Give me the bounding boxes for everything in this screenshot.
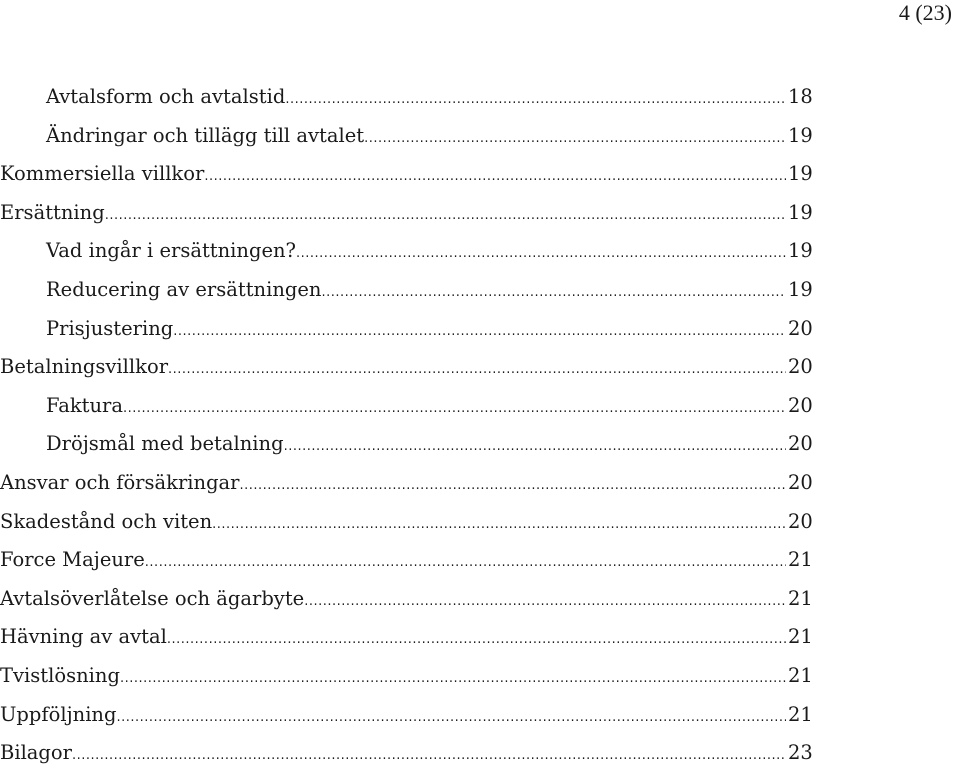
toc-entry-title[interactable]: Ersättning — [0, 200, 105, 224]
toc-entry-page[interactable]: 20 — [788, 393, 813, 417]
dot-leader — [364, 120, 786, 159]
toc-entry-title[interactable]: Tvistlösning — [0, 663, 120, 687]
toc-entry-page[interactable]: 20 — [788, 355, 813, 379]
toc-entry-title[interactable]: Reducering av ersättningen — [46, 277, 322, 301]
toc-entry-page[interactable]: 23 — [788, 741, 813, 765]
toc-entry-page[interactable]: 20 — [788, 432, 813, 456]
toc-entry-title[interactable]: Vad ingår i ersättningen? — [46, 239, 297, 263]
toc-entry[interactable] — [0, 503, 812, 542]
toc-entry-page[interactable]: 21 — [788, 625, 813, 649]
toc-entry-page[interactable]: 19 — [788, 123, 813, 147]
toc-entry-page[interactable]: 21 — [788, 702, 813, 726]
toc-entry-title[interactable]: Uppföljning — [0, 702, 117, 726]
toc-entry-title[interactable]: Avtalsform och avtalstid — [46, 85, 286, 108]
dot-leader — [173, 313, 786, 352]
toc-entry[interactable] — [0, 464, 812, 503]
toc-entry-page[interactable]: 20 — [788, 470, 813, 494]
toc-entry-title[interactable]: Kommersiella villkor — [0, 162, 205, 186]
toc-entry-page[interactable]: 19 — [788, 239, 813, 263]
dot-leader — [285, 81, 786, 120]
dot-leader — [204, 158, 786, 197]
page-number: 4 (23) — [898, 0, 952, 25]
toc-entry-page[interactable]: 18 — [788, 85, 813, 108]
toc-entry[interactable] — [0, 541, 812, 580]
toc-entry[interactable] — [0, 78, 812, 117]
toc-entry-title[interactable]: Avtalsöverlåtelse och ägarbyte — [0, 586, 305, 610]
toc-entry[interactable] — [0, 348, 812, 387]
toc-entry[interactable] — [0, 425, 812, 464]
toc-entry[interactable] — [0, 618, 812, 657]
dot-leader — [296, 235, 786, 274]
dot-leader — [321, 274, 786, 313]
dot-leader — [145, 544, 786, 583]
dot-leader — [284, 428, 786, 467]
toc-entry-title[interactable]: Force Majeure — [0, 548, 145, 572]
dot-leader — [168, 351, 786, 390]
toc-entry[interactable] — [0, 232, 812, 271]
toc-entry[interactable] — [0, 580, 812, 619]
toc-entry[interactable] — [0, 155, 812, 194]
toc-entry-page[interactable]: 19 — [788, 277, 813, 301]
toc-entry-title[interactable]: Skadestånd och viten — [0, 509, 213, 533]
dot-leader — [123, 390, 786, 429]
toc-entry-page[interactable]: 20 — [788, 316, 813, 340]
toc-entry-title[interactable]: Hävning av avtal — [0, 625, 167, 649]
table-of-contents — [0, 78, 812, 773]
toc-entry[interactable] — [0, 271, 812, 310]
toc-entry-page[interactable]: 21 — [788, 548, 813, 572]
dot-leader — [240, 467, 786, 506]
toc-entry-page[interactable]: 20 — [788, 509, 813, 533]
toc-entry-title[interactable]: Bilagor — [0, 741, 72, 765]
toc-entry[interactable] — [0, 194, 812, 233]
toc-entry-page[interactable]: 21 — [788, 586, 813, 610]
toc-entry-title[interactable]: Dröjsmål med betalning — [46, 432, 284, 456]
toc-entry-page[interactable]: 21 — [788, 663, 813, 687]
toc-entry[interactable] — [0, 387, 812, 426]
dot-leader — [120, 660, 786, 699]
dot-leader — [105, 197, 786, 236]
toc-entry[interactable] — [0, 117, 812, 156]
toc-entry[interactable] — [0, 657, 812, 696]
dot-leader — [167, 621, 786, 660]
toc-entry[interactable] — [0, 734, 812, 773]
dot-leader — [72, 737, 786, 776]
toc-entry-title[interactable]: Betalningsvillkor — [0, 355, 169, 379]
toc-entry[interactable] — [0, 696, 812, 735]
toc-entry-title[interactable]: Prisjustering — [46, 316, 174, 340]
toc-entry-title[interactable]: Ansvar och försäkringar — [0, 470, 240, 494]
dot-leader — [304, 583, 786, 622]
toc-entry-page[interactable]: 19 — [788, 162, 813, 186]
toc-entry-title[interactable]: Faktura — [46, 393, 123, 417]
toc-entry-title[interactable]: Ändringar och tillägg till avtalet — [46, 123, 365, 147]
toc-entry-page[interactable]: 19 — [788, 200, 813, 224]
dot-leader — [116, 699, 786, 738]
toc-entry[interactable] — [0, 310, 812, 349]
dot-leader — [212, 506, 786, 545]
